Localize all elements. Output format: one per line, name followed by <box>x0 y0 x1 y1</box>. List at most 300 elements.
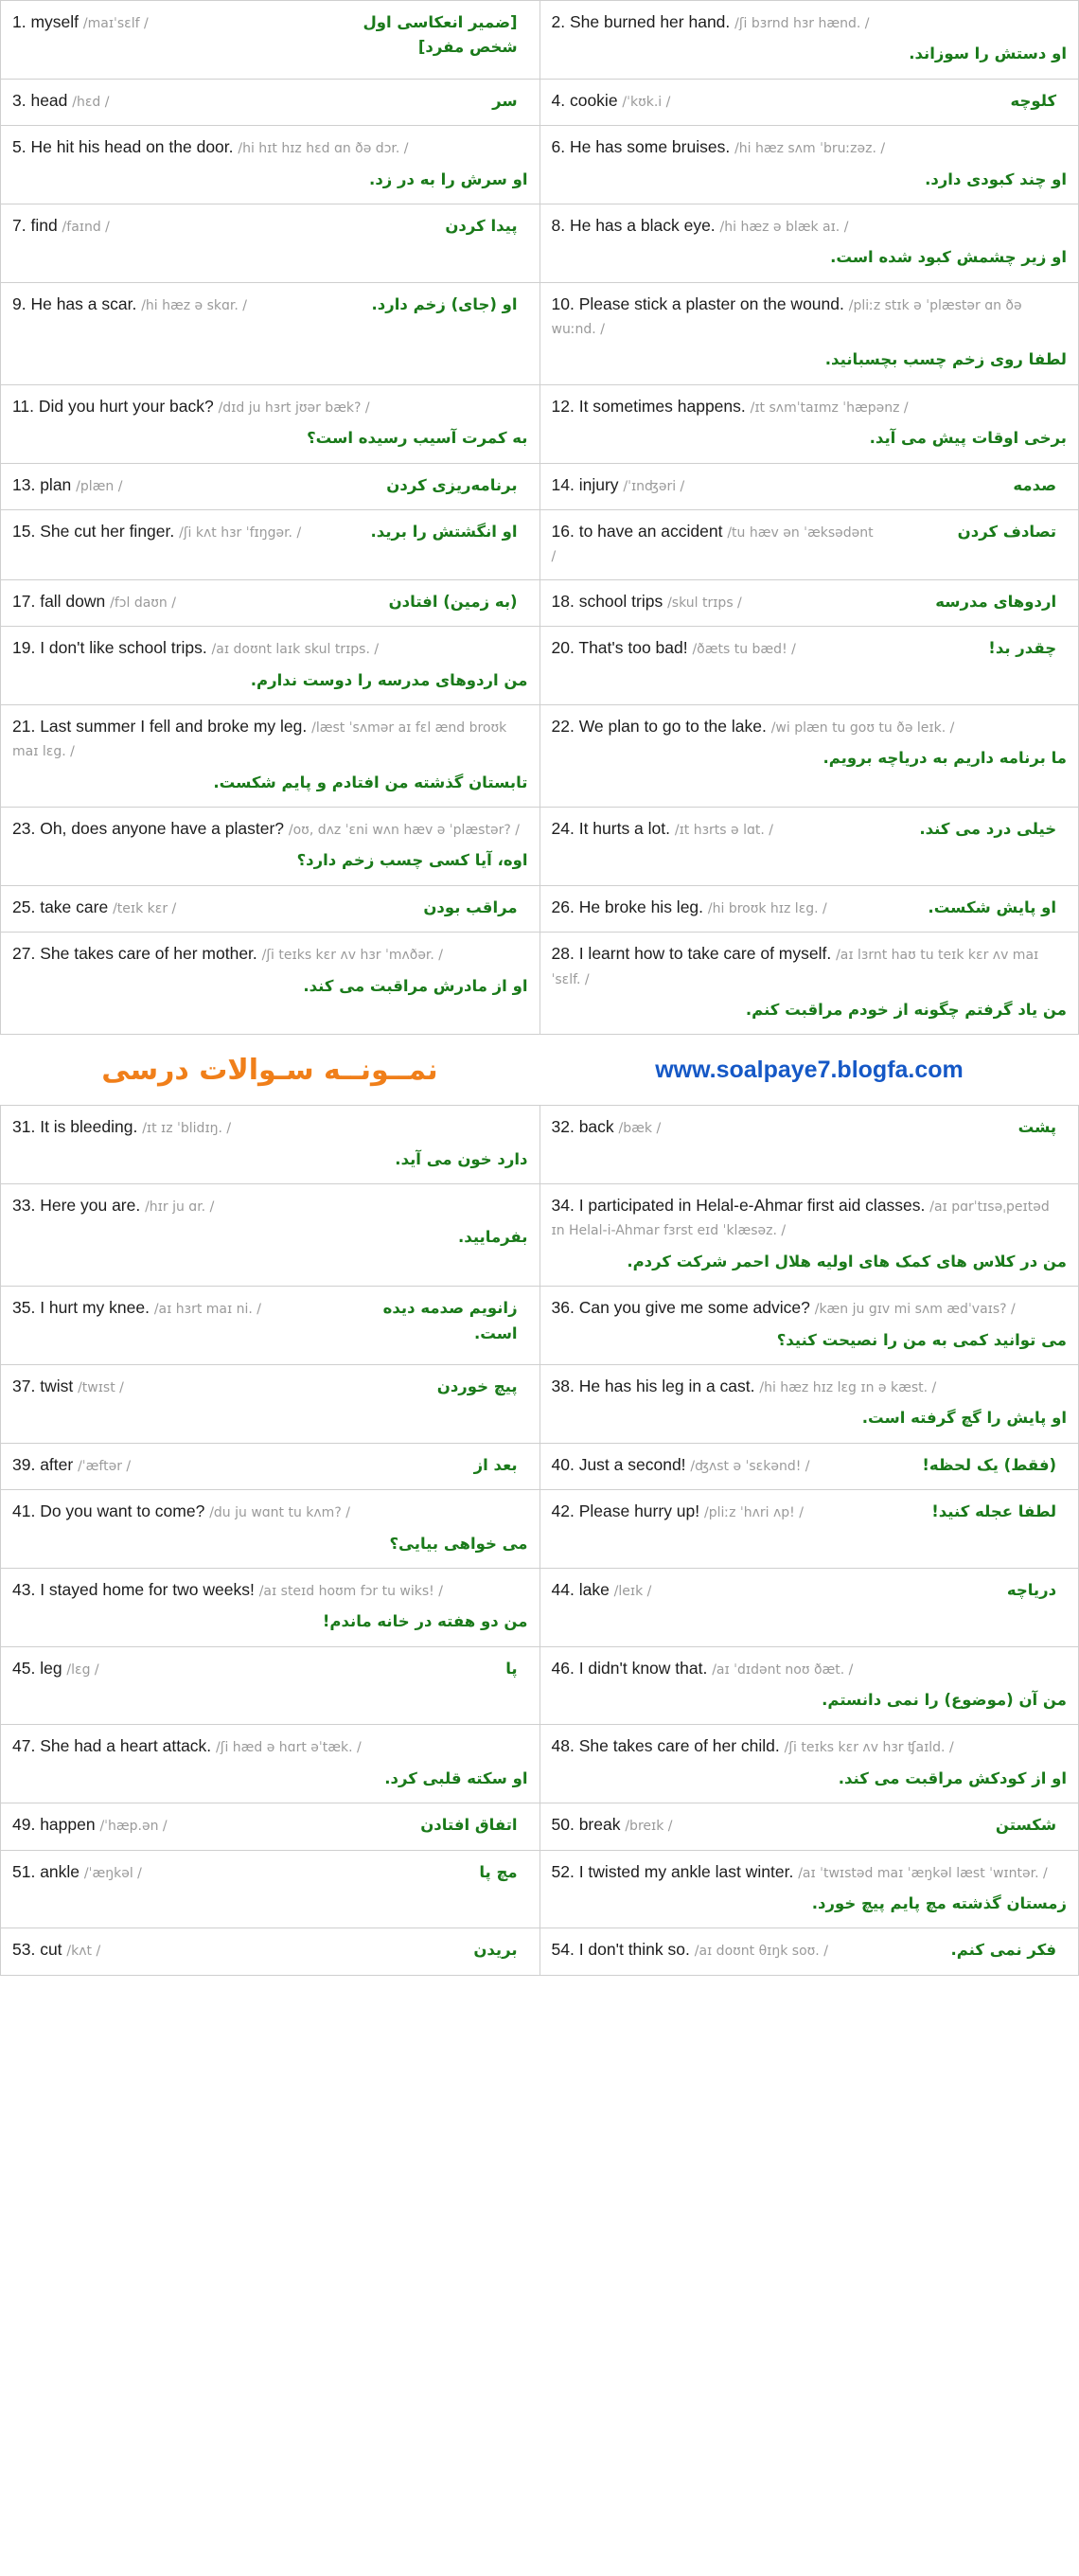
entry-farsi: خیلی درد می کند. <box>919 820 1057 839</box>
entry-term: take care <box>40 897 114 916</box>
entry-term: Here you are. <box>40 1196 146 1216</box>
vocab-row <box>1 1106 1079 1184</box>
vocab-row <box>1 1850 1079 1928</box>
entry-number: 11. <box>12 396 39 416</box>
entry-number: 12. <box>551 396 579 416</box>
entry-term: He hit his head on the door. <box>30 137 239 157</box>
entry-term: She takes care of her child. <box>578 1736 785 1756</box>
vocab-row <box>1 1365 1079 1444</box>
entry-number: 50. <box>551 1815 579 1835</box>
entry-number: 41. <box>12 1501 41 1521</box>
entry-farsi: من در کلاس های کمک های اولیه هلال احمر شرکت کردم. <box>627 1252 1067 1270</box>
entry-phonetic: /kʌt / <box>66 1944 101 1960</box>
vocab-row <box>1 885 1079 932</box>
entry-term: leg <box>40 1658 67 1678</box>
entry-number: 16. <box>551 521 579 541</box>
entry-farsi: او دستش را سوزاند. <box>909 44 1067 63</box>
entry-english <box>552 715 1068 738</box>
vocab-cell-35 <box>1 1287 540 1365</box>
entry-number: 49. <box>12 1815 41 1835</box>
entry-number: 20. <box>551 638 579 658</box>
entry-phonetic: /oʊ, dʌz ˈɛni wʌn hæv ə ˈplæstər? / <box>288 823 520 839</box>
vocab-cell-45 <box>1 1646 540 1725</box>
entry-farsi: تصادف کردن <box>957 522 1057 541</box>
entry-english <box>12 1860 342 1884</box>
entry-number: 51. <box>12 1861 41 1881</box>
entry-number: 14. <box>551 474 579 494</box>
entry-number: 32. <box>551 1117 579 1137</box>
entry-number: 2. <box>551 12 570 31</box>
entry-phonetic: /ʃi hæd ə hɑrt əˈtæk. / <box>216 1740 362 1756</box>
entry-number: 19. <box>12 638 41 658</box>
entry-term: Just a second! <box>578 1454 691 1474</box>
vocab-cell-2 <box>540 1 1079 80</box>
entry-farsi: پا <box>505 1659 518 1678</box>
entry-number: 27. <box>12 944 41 964</box>
entry-term: Can you give me some advice? <box>578 1298 815 1318</box>
vocab-cell-27 <box>1 933 540 1035</box>
entry-english <box>552 1813 881 1837</box>
entry-farsi: بعد از <box>473 1455 518 1474</box>
entry-phonetic: /hi hɪt hɪz hɛd ɑn ðə dɔr. / <box>238 141 409 157</box>
entry-english <box>12 1194 528 1217</box>
entry-english <box>552 89 881 113</box>
vocab-row <box>1 1490 1079 1569</box>
entry-english <box>12 520 342 543</box>
banner-farsi-text: نمــونــه سـوالات درسی <box>101 1053 438 1087</box>
vocab-cell-16 <box>540 509 1079 579</box>
vocab-cell-32 <box>540 1106 1079 1184</box>
entry-term: find <box>30 215 62 235</box>
entry-english <box>12 395 528 418</box>
entry-english <box>552 590 881 613</box>
vocab-cell-33 <box>1 1184 540 1287</box>
vocab-cell-41 <box>1 1490 540 1569</box>
entry-farsi: دریاچه <box>1006 1580 1057 1599</box>
entry-number: 1. <box>12 12 31 31</box>
vocab-cell-47 <box>1 1725 540 1803</box>
entry-farsi: اتفاق افتادن <box>420 1816 518 1835</box>
entry-phonetic: /hi broʊk hɪz lɛg. / <box>707 900 827 916</box>
entry-term: I participated in Helal-e-Ahmar first aid classes. <box>578 1196 930 1216</box>
entry-number: 42. <box>551 1501 579 1521</box>
entry-english <box>12 1578 528 1602</box>
vocab-row <box>1 1928 1079 1975</box>
entry-farsi: پشت <box>1017 1118 1057 1137</box>
entry-number: 53. <box>12 1940 41 1960</box>
entry-english <box>12 1453 342 1477</box>
vocab-cell-7 <box>1 204 540 282</box>
entry-farsi: (به زمین) افتادن <box>388 592 518 611</box>
entry-english <box>552 395 1068 418</box>
vocab-cell-5 <box>1 126 540 204</box>
vocab-cell-6 <box>540 126 1079 204</box>
entry-number: 31. <box>12 1117 41 1137</box>
entry-term: injury <box>578 474 624 494</box>
entry-farsi: من آن (موضوع) را نمی دانستم. <box>822 1691 1067 1710</box>
entry-phonetic: /aɪ doʊnt laɪk skul trɪps. / <box>211 642 380 658</box>
entry-english <box>12 817 528 841</box>
entry-number: 8. <box>551 215 570 235</box>
entry-phonetic: /maɪˈsɛlf / <box>82 16 149 31</box>
entry-term: myself <box>30 12 83 31</box>
vocab-cell-11 <box>1 384 540 463</box>
vocab-cell-13 <box>1 463 540 509</box>
entry-term: cookie <box>569 90 623 110</box>
entry-phonetic: /hi hæz ə blæk aɪ. / <box>719 219 849 235</box>
vocab-row <box>1 126 1079 204</box>
entry-farsi: برخی اوقات پیش می آید. <box>869 429 1067 448</box>
entry-farsi: دارد خون می آید. <box>395 1149 528 1168</box>
banner-url-cell[interactable] <box>540 1035 1079 1105</box>
vocab-cell-14 <box>540 463 1079 509</box>
entry-term: head <box>30 90 73 110</box>
entry-phonetic: /hi hæz hɪz lɛg ɪn ə kæst. / <box>759 1380 937 1395</box>
entry-english <box>552 1194 1068 1242</box>
entry-term: I learnt how to take care of myself. <box>578 944 837 964</box>
vocab-row <box>1 1443 1079 1489</box>
entry-phonetic: /breɪk / <box>625 1819 673 1835</box>
entry-phonetic: /aɪ lɜrnt haʊ tu teɪk kɛr ʌv maɪˈsɛlf. / <box>551 948 1039 987</box>
entry-term: She cut her finger. <box>40 521 180 541</box>
entry-farsi: ما برنامه داریم به دریاچه برویم. <box>823 749 1067 768</box>
entry-phonetic: /hɪr ju ɑr. / <box>145 1199 215 1216</box>
entry-phonetic: /ˈæftər / <box>78 1458 132 1474</box>
entry-farsi: می توانید کمی به من را نصیحت کنید؟ <box>776 1330 1067 1349</box>
entry-number: 23. <box>12 819 41 839</box>
entry-number: 3. <box>12 90 31 110</box>
entry-phonetic: /aɪ ˈdɪdənt noʊ ðæt. / <box>712 1661 854 1678</box>
entry-phonetic: /kæn ju gɪv mi sʌm ædˈvaɪs? / <box>814 1302 1016 1318</box>
entry-number: 36. <box>551 1298 579 1318</box>
entry-farsi: او از کودکش مراقبت می کند. <box>838 1768 1067 1787</box>
entry-english <box>12 1296 342 1320</box>
entry-phonetic: /ˈæŋkəl / <box>83 1865 142 1881</box>
entry-english <box>12 473 342 497</box>
entry-english <box>12 1375 342 1398</box>
entry-term: It hurts a lot. <box>578 819 675 839</box>
entry-phonetic: /aɪ ˈtwɪstəd maɪ ˈæŋkəl læst ˈwɪntər. / <box>798 1865 1048 1881</box>
vocab-cell-50 <box>540 1803 1079 1850</box>
entry-farsi: زانویم صدمه دیده است. <box>382 1299 518 1342</box>
entry-number: 33. <box>12 1196 41 1216</box>
entry-term: I didn't know that. <box>578 1658 713 1678</box>
vocab-row <box>1 627 1079 705</box>
vocab-cell-3 <box>1 79 540 125</box>
entry-term: plan <box>40 474 77 494</box>
entry-farsi: لطفا روی زخم چسب بچسبانید. <box>824 350 1067 369</box>
entry-english <box>552 942 1068 990</box>
entry-farsi: او انگشتش را برید. <box>370 522 518 541</box>
entry-english <box>552 817 881 841</box>
entry-term: He has a black eye. <box>569 215 720 235</box>
entry-english <box>12 1938 342 1962</box>
entry-number: 18. <box>551 591 579 611</box>
entry-english <box>552 473 881 497</box>
entry-term: back <box>578 1117 619 1137</box>
entry-phonetic: /ˈkʊk.i / <box>622 94 671 110</box>
vocab-cell-22 <box>540 704 1079 807</box>
vocab-cell-19 <box>1 627 540 705</box>
entry-phonetic: /aɪ pɑrˈtɪsəˌpeɪtəd ɪn Helal-i-Ahmar fɜrst eɪd ˈklæsəz. / <box>551 1199 1050 1239</box>
entry-farsi: من دو هفته در خانه ماندم! <box>322 1612 528 1631</box>
entry-farsi: او پایش را گچ گرفته است. <box>861 1409 1067 1428</box>
entry-number: 47. <box>12 1736 41 1756</box>
vocab-row <box>1 1646 1079 1725</box>
entry-number: 22. <box>551 716 579 736</box>
vocab-cell-53 <box>1 1928 540 1975</box>
vocab-cell-4 <box>540 79 1079 125</box>
entry-term: I don't like school trips. <box>40 638 212 658</box>
entry-term: Did you hurt your back? <box>38 396 219 416</box>
entry-farsi: برنامه‌ریزی کردن <box>386 475 518 494</box>
entry-english <box>552 293 1068 341</box>
entry-term: to have an accident <box>578 521 728 541</box>
entry-english <box>12 135 528 159</box>
entry-term: cut <box>40 1940 67 1960</box>
entry-term: I hurt my knee. <box>40 1298 154 1318</box>
vocab-cell-21 <box>1 704 540 807</box>
vocab-row <box>1 808 1079 886</box>
entry-phonetic: /twɪst / <box>78 1380 124 1395</box>
entry-number: 40. <box>551 1454 579 1474</box>
entry-term: It is bleeding. <box>40 1117 143 1137</box>
entry-phonetic: /leɪk / <box>613 1583 652 1599</box>
entry-phonetic: /pliːz ˈhʌri ʌp! / <box>704 1505 804 1521</box>
entry-english <box>552 1734 1068 1758</box>
vocab-cell-51 <box>1 1850 540 1928</box>
vocab-row <box>1 1568 1079 1646</box>
entry-phonetic: /hi hæz ə skɑr. / <box>141 297 247 313</box>
entry-number: 54. <box>551 1940 579 1960</box>
entry-farsi: اوه، آیا کسی چسب زخم دارد؟ <box>296 851 528 870</box>
entry-phonetic: /ʃi kʌt hɜr ˈfɪŋgər. / <box>179 524 302 541</box>
entry-english <box>552 214 1068 238</box>
entry-phonetic: /ðæts tu bæd! / <box>692 642 796 658</box>
entry-term: He has a scar. <box>30 293 142 313</box>
entry-english <box>12 89 342 113</box>
entry-farsi: او (جای) زخم دارد. <box>371 294 518 313</box>
vocab-cell-15 <box>1 509 540 579</box>
entry-term: He has some bruises. <box>569 137 735 157</box>
entry-number: 21. <box>12 716 41 736</box>
entry-term: lake <box>578 1579 614 1599</box>
entry-number: 28. <box>551 944 579 964</box>
entry-number: 43. <box>12 1579 41 1599</box>
vocabulary-table-bottom <box>0 1105 1079 1975</box>
entry-number: 9. <box>12 293 31 313</box>
entry-farsi: به کمرت آسیب رسیده است؟ <box>307 429 528 448</box>
entry-english <box>12 1657 342 1680</box>
entry-number: 34. <box>551 1196 579 1216</box>
entry-phonetic: /hi hæz sʌm ˈbruːzəz. / <box>734 141 886 157</box>
entry-phonetic: /ˈɪnʤəri / <box>623 478 685 494</box>
vocab-cell-52 <box>540 1850 1079 1928</box>
entry-number: 52. <box>551 1861 579 1881</box>
entry-english <box>552 1115 881 1139</box>
entry-number: 5. <box>12 137 31 157</box>
entry-term: after <box>40 1454 79 1474</box>
entry-term: Do you want to come? <box>40 1501 210 1521</box>
site-banner <box>0 1035 1079 1105</box>
banner-site-url[interactable]: www.soalpaye7.blogfa.com <box>655 1056 964 1083</box>
entry-number: 4. <box>551 90 570 110</box>
vocab-cell-39 <box>1 1443 540 1489</box>
vocab-cell-31 <box>1 1106 540 1184</box>
vocab-row <box>1 704 1079 807</box>
entry-phonetic: /aɪ doʊnt θɪŋk soʊ. / <box>694 1944 828 1960</box>
vocab-cell-8 <box>540 204 1079 282</box>
entry-english <box>12 1115 528 1139</box>
vocab-cell-36 <box>540 1287 1079 1365</box>
entry-number: 39. <box>12 1454 41 1474</box>
vocabulary-table-top <box>0 0 1079 1035</box>
entry-phonetic: /aɪ hɜrt maɪ ni. / <box>153 1302 262 1318</box>
entry-term: It sometimes happens. <box>578 396 751 416</box>
entry-english <box>12 214 342 238</box>
entry-farsi: مراقب بودن <box>423 897 518 916</box>
vocab-cell-48 <box>540 1725 1079 1803</box>
entry-farsi: اردوهای مدرسه <box>935 592 1057 611</box>
vocab-cell-18 <box>540 579 1079 626</box>
entry-phonetic: /teɪk kɛr / <box>113 900 177 916</box>
entry-farsi: من اردوهای مدرسه را دوست ندارم. <box>250 670 528 689</box>
vocab-row <box>1 282 1079 384</box>
entry-term: Please hurry up! <box>578 1501 704 1521</box>
entry-farsi: من یاد گرفتم چگونه از خودم مراقبت کنم. <box>745 1000 1067 1019</box>
entry-english <box>552 1500 881 1523</box>
entry-phonetic: /ɪt ɪz ˈblidɪŋ. / <box>142 1121 232 1137</box>
entry-term: Please stick a plaster on the wound. <box>578 293 849 313</box>
vocab-cell-12 <box>540 384 1079 463</box>
entry-term: I twisted my ankle last winter. <box>578 1861 799 1881</box>
vocab-cell-43 <box>1 1568 540 1646</box>
entry-term: ankle <box>40 1861 84 1881</box>
vocab-row <box>1 1803 1079 1850</box>
entry-term: school trips <box>578 591 668 611</box>
entry-term: Oh, does anyone have a plaster? <box>40 819 289 839</box>
entry-farsi: لطفا عجله کنید! <box>931 1502 1057 1521</box>
entry-term: break <box>578 1815 626 1835</box>
entry-number: 35. <box>12 1298 41 1318</box>
entry-english <box>12 590 342 613</box>
entry-term: twist <box>40 1377 79 1395</box>
entry-farsi: [ضمیر انعکاسی اول شخص مفرد] <box>363 13 518 57</box>
entry-phonetic: /plæn / <box>76 478 123 494</box>
vocab-row <box>1 384 1079 463</box>
entry-phonetic: /skul trɪps / <box>667 595 742 611</box>
entry-english <box>12 10 342 34</box>
vocab-cell-34 <box>540 1184 1079 1287</box>
entry-term: We plan to go to the lake. <box>578 716 771 736</box>
entry-farsi: (فقط) یک لحظه! <box>922 1455 1057 1474</box>
entry-farsi: او سکته قلبی کرد. <box>384 1768 528 1787</box>
entry-number: 7. <box>12 215 31 235</box>
vocab-cell-46 <box>540 1646 1079 1725</box>
vocab-row <box>1 79 1079 125</box>
vocab-cell-20 <box>540 627 1079 705</box>
entry-term: She had a heart attack. <box>40 1736 217 1756</box>
entry-english <box>552 1375 1068 1398</box>
entry-english <box>12 942 528 966</box>
entry-farsi: زمستان گذشته مچ پایم پیچ خورد. <box>811 1893 1067 1912</box>
entry-phonetic: /lɛg / <box>66 1661 99 1678</box>
entry-phonetic: /ʃi bɜrnd hɜr hænd. / <box>734 16 870 31</box>
entry-phonetic: /ʃi teɪks kɛr ʌv hɜr ʧaɪld. / <box>784 1740 954 1756</box>
entry-number: 25. <box>12 897 41 916</box>
entry-farsi: مچ پا <box>479 1862 518 1881</box>
entry-phonetic: /wi plæn tu goʊ tu ðə leɪk. / <box>770 720 955 736</box>
entry-number: 38. <box>551 1377 579 1395</box>
entry-english <box>552 135 1068 159</box>
banner-farsi-cell <box>0 1035 540 1105</box>
vocab-cell-40 <box>540 1443 1079 1489</box>
entry-number: 48. <box>551 1736 579 1756</box>
entry-phonetic: /aɪ steɪd hoʊm fɔr tu wiks! / <box>258 1583 443 1599</box>
vocab-row <box>1 933 1079 1035</box>
vocab-row <box>1 204 1079 282</box>
entry-number: 13. <box>12 474 41 494</box>
vocab-cell-10 <box>540 282 1079 384</box>
entry-term: happen <box>40 1815 100 1835</box>
entry-phonetic: /faɪnd / <box>62 219 110 235</box>
entry-number: 26. <box>551 897 579 916</box>
entry-number: 37. <box>12 1377 41 1395</box>
entry-term: She takes care of her mother. <box>40 944 262 964</box>
entry-farsi: تابستان گذشته من افتادم و پایم شکست. <box>213 773 528 791</box>
entry-english <box>552 636 881 660</box>
entry-phonetic: /fɔl daʊn / <box>110 595 176 611</box>
entry-english <box>12 896 342 919</box>
entry-number: 24. <box>551 819 579 839</box>
entry-term: He broke his leg. <box>578 897 708 916</box>
entry-english <box>552 10 1068 34</box>
entry-phonetic: /tu hæv ən ˈæksədənt / <box>551 524 874 565</box>
entry-phonetic: /ɪt hɜrts ə lɑt. / <box>674 823 773 839</box>
vocab-cell-49 <box>1 1803 540 1850</box>
entry-english <box>12 1500 528 1523</box>
vocab-cell-28 <box>540 933 1079 1035</box>
entry-phonetic: /pliːz stɪk ə ˈplæstər ɑn ðə wuːnd. / <box>551 297 1022 338</box>
entry-english <box>552 1657 1068 1680</box>
entry-farsi: فکر نمی کنم. <box>950 1941 1057 1960</box>
entry-farsi: او از مادرش مراقبت می کند. <box>303 976 528 995</box>
entry-term: She burned her hand. <box>569 12 735 31</box>
vocab-row <box>1 579 1079 626</box>
entry-english <box>552 1453 881 1477</box>
entry-english <box>552 520 881 568</box>
entry-farsi: پیچ خوردن <box>436 1377 518 1395</box>
entry-farsi: بفرمایید. <box>458 1228 528 1247</box>
entry-english <box>552 1938 881 1962</box>
vocab-cell-1 <box>1 1 540 80</box>
vocab-row <box>1 509 1079 579</box>
entry-term: fall down <box>40 591 111 611</box>
entry-number: 46. <box>551 1658 579 1678</box>
entry-phonetic: /du ju wɑnt tu kʌm? / <box>209 1505 350 1521</box>
entry-farsi: او زیر چشمش کبود شده است. <box>830 248 1067 267</box>
entry-english <box>12 715 528 763</box>
vocab-cell-26 <box>540 885 1079 932</box>
entry-farsi: صدمه <box>1013 475 1057 494</box>
vocab-cell-38 <box>540 1365 1079 1444</box>
entry-farsi: چقدر بد! <box>988 639 1057 658</box>
entry-english <box>552 1578 881 1602</box>
entry-farsi: او چند کبودی دارد. <box>925 169 1067 188</box>
entry-number: 15. <box>12 521 41 541</box>
entry-number: 10. <box>551 293 579 313</box>
entry-number: 17. <box>12 591 41 611</box>
